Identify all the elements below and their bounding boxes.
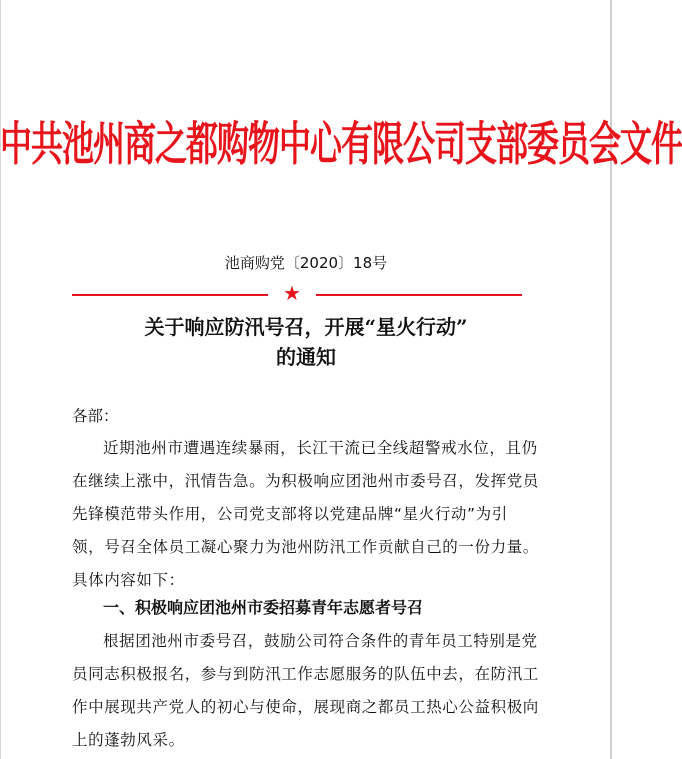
divider-rule-right bbox=[316, 294, 522, 296]
document-number: 池商购党〔2020〕18号 bbox=[224, 254, 388, 272]
salutation: 各部： bbox=[72, 407, 119, 425]
paragraph-section-1: 根据团池州市委号召，鼓励公司符合条件的青年员工特别是党员同志积极报名，参与到防汛工作志愿服务的队伍中去，在防汛工作中展现共产党人的初心与使命，展现商之都员工热心公益积极向上的蓬勃风采。 bbox=[72, 632, 539, 749]
document-title-line-1: 关于响应防汛号召，开展“星火行动” bbox=[144, 315, 468, 339]
section-heading-1: 一、积极响应团池州市委招募青年志愿者号召 bbox=[103, 598, 424, 617]
paragraph-intro: 近期池州市遭遇连续暴雨，长江干流已全线超警戒水位，且仍在继续上涨中，汛情告急。为积极响应团池州市委号召，发挥党员先锋模范带头作用，公司党支部将以党建品牌“星火行动”为引领，号召全体员工凝心聚力为池州防汛工作贡献自己的一份力量。具体内容如下： bbox=[72, 439, 539, 589]
document-title-line-2: 的通知 bbox=[276, 345, 336, 369]
document-title bbox=[0, 312, 612, 372]
red-star-icon: ★ bbox=[283, 281, 301, 305]
organization-title: 中共池州商之都购物中心有限公司支部委员会文件 bbox=[0, 116, 682, 172]
divider-rule-left bbox=[72, 294, 268, 296]
